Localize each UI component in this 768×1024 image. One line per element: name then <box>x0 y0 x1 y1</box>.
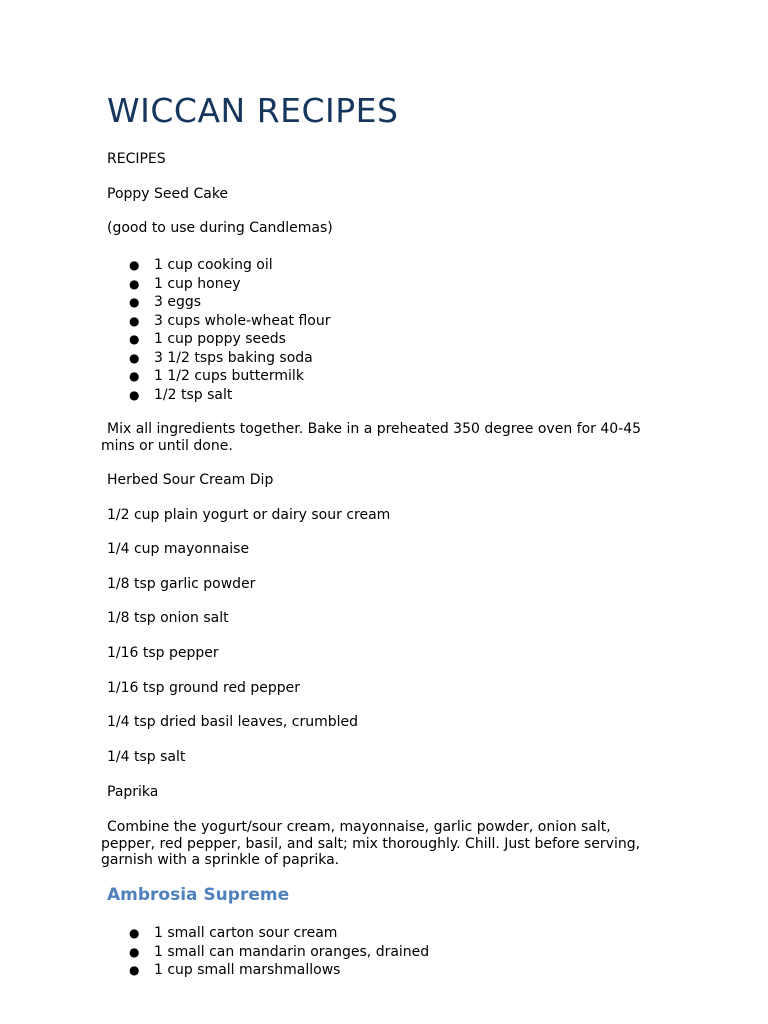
bullet-icon: ● <box>129 313 140 328</box>
bullet-icon: ● <box>129 258 140 272</box>
ingredient-text: 3 1/2 tsps baking soda <box>154 349 313 366</box>
ingredient-text: 1/4 cup mayonnaise <box>107 541 250 557</box>
ingredient-line <box>101 714 358 731</box>
ingredient-text: 1 cup poppy seeds <box>154 331 286 347</box>
recipe-instructions <box>101 819 661 869</box>
recipe-instructions <box>101 421 661 454</box>
ingredient-text: 1 1/2 cups buttermilk <box>154 368 304 384</box>
bullet-icon: ● <box>129 387 140 402</box>
ingredient-text: 1/16 tsp pepper <box>107 645 219 661</box>
ingredient-line <box>101 645 219 662</box>
recipe-note <box>101 220 333 237</box>
ingredient-text: 1 cup honey <box>154 275 241 292</box>
ingredient-text: 1/8 tsp onion salt <box>107 610 229 626</box>
ingredient-text: 1 cup cooking oil <box>154 257 273 273</box>
ingredient-text: 1 small can mandarin oranges, drained <box>154 943 430 960</box>
ingredient-line <box>101 784 158 801</box>
ingredient-line <box>101 576 255 593</box>
bullet-icon: ● <box>129 369 140 383</box>
ingredient-text: 3 cups whole-wheat flour <box>154 312 331 329</box>
bullet-icon: ● <box>129 332 140 346</box>
ingredient-line <box>101 749 185 766</box>
recipe-title-herbed-sour-cream-dip <box>101 472 273 489</box>
recipe-note-text: (good to use during Candlemas) <box>107 220 333 236</box>
ingredient-text: 1/4 tsp salt <box>107 749 186 765</box>
bullet-icon: ● <box>129 295 140 309</box>
bullet-icon: ● <box>129 944 140 959</box>
ingredient-text: 1 small carton sour cream <box>154 925 338 941</box>
bullet-icon: ● <box>129 350 140 365</box>
ingredient-text: 1/2 cup plain yogurt or dairy sour cream <box>107 507 391 523</box>
instructions-text: Combine the yogurt/sour cream, mayonnaise, garlic powder, onion salt, pepper, red pepper, basil, and salt; mix thoroughly. Chill. Just before serving, garnish with a sprinkle of paprika. <box>101 819 641 868</box>
recipe-title-text: Poppy Seed Cake <box>107 186 229 202</box>
recipe-title-text: Herbed Sour Cream Dip <box>107 472 274 488</box>
ingredient-line <box>101 680 300 697</box>
ingredient-text: 1/4 tsp dried basil leaves, crumbled <box>107 714 358 730</box>
ingredient-text: 3 eggs <box>154 294 202 310</box>
ingredient-line <box>101 507 390 524</box>
ingredient-text: 1/16 tsp ground red pepper <box>107 680 301 696</box>
ingredient-text: 1 cup small marshmallows <box>154 962 341 978</box>
instructions-text: Mix all ingredients together. Bake in a preheated 350 degree oven for 40-45 mins or until done. <box>101 421 642 454</box>
document-title: WICCAN RECIPES <box>107 91 399 130</box>
bullet-icon: ● <box>129 276 140 291</box>
ingredient-text: Paprika <box>107 784 159 800</box>
ingredient-line <box>101 610 229 627</box>
bullet-icon: ● <box>129 926 140 940</box>
recipe-heading-ambrosia-supreme: Ambrosia Supreme <box>107 885 290 905</box>
ingredient-text: 1/8 tsp garlic powder <box>107 576 256 592</box>
recipe-title-poppy-seed-cake <box>101 186 228 203</box>
section-label-text: RECIPES <box>107 151 166 167</box>
ingredient-text: 1/2 tsp salt <box>154 386 233 403</box>
bullet-icon: ● <box>129 963 140 977</box>
section-label <box>101 151 166 168</box>
ingredient-line <box>101 541 249 558</box>
